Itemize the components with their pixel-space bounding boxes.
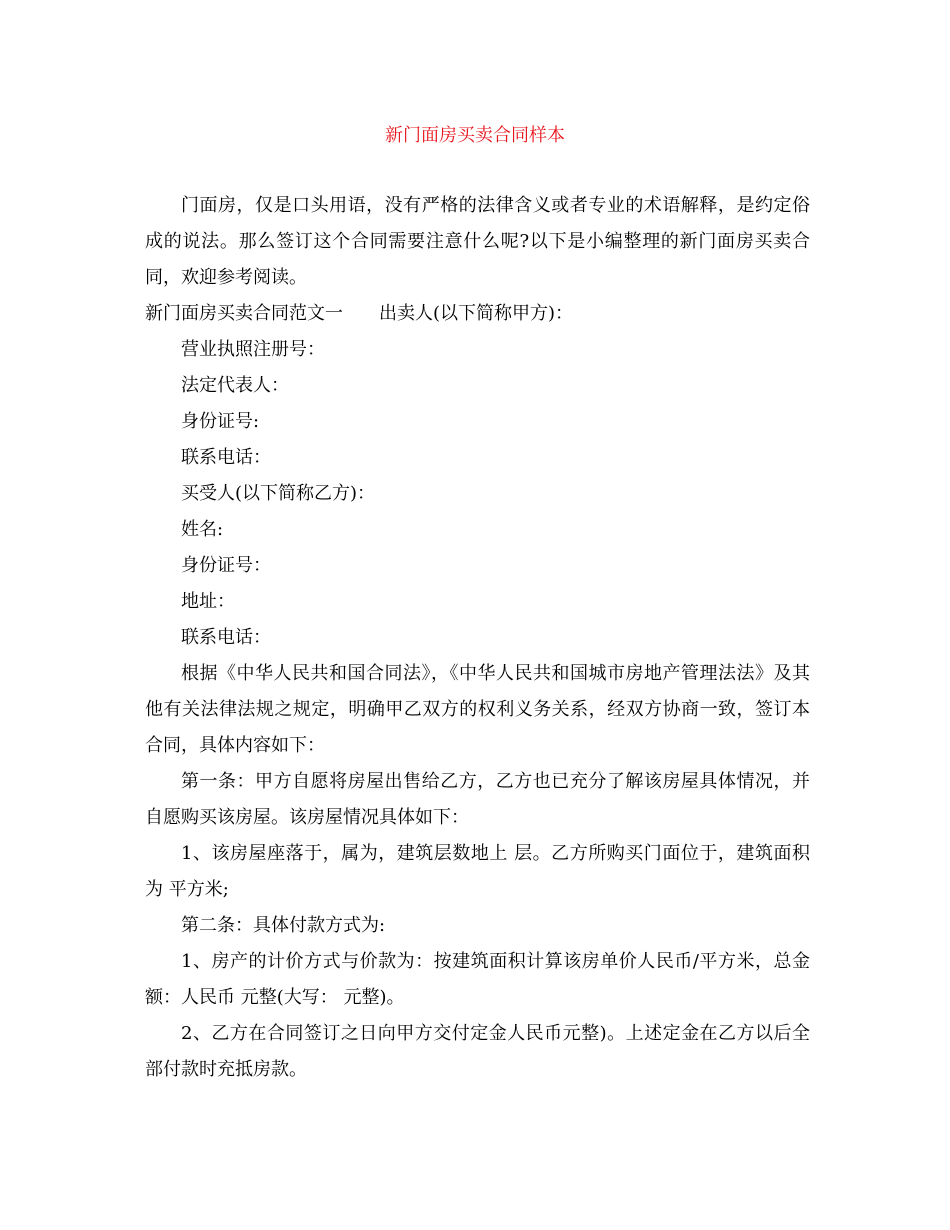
document-body	[145, 188, 810, 1088]
seller-field-representative: 法定代表人：	[181, 375, 289, 396]
basis-paragraph: 根据《中华人民共和国合同法》，《中华人民共和国城市房地产管理法法》及其他有关法律法规之规定，明确甲乙双方的权利义务关系，经双方协商一致，签订本合同，具体内容如下：	[145, 663, 810, 756]
article-2: 第二条：具体付款方式为:	[181, 915, 386, 936]
article-2-item-2: 2、乙方在合同签订之日向甲方交付定金人民币元整)。上述定金在乙方以后全部付款时充抵房款。	[145, 1023, 810, 1080]
buyer-field-id: 身份证号：	[181, 555, 271, 576]
seller-heading: 出卖人(以下简称甲方)：	[379, 303, 574, 324]
intro-paragraph: 门面房，仅是口头用语，没有严格的法律含义或者专业的术语解释，是约定俗成的说法。那么签订这个合同需要注意什么呢?以下是小编整理的新门面房买卖合同，欢迎参考阅读。	[145, 195, 810, 288]
buyer-field-phone: 联系电话：	[181, 627, 271, 648]
seller-field-phone: 联系电话：	[181, 447, 271, 468]
sample-heading-line	[145, 296, 810, 332]
seller-field-license: 营业执照注册号：	[181, 339, 325, 360]
article-2-item-1: 1、房产的计价方式与价款为：按建筑面积计算该房单价人民币/平方米，总金额：人民币 元整(大写： 元整)。	[145, 951, 810, 1008]
article-1: 第一条：甲方自愿将房屋出售给乙方，乙方也已充分了解该房屋具体情况，并自愿购买该房屋。该房屋情况具体如下：	[145, 771, 810, 828]
sample-heading: 新门面房买卖合同范文一	[145, 303, 343, 324]
document-title: 新门面房买卖合同样本	[385, 125, 565, 146]
buyer-heading: 买受人(以下简称乙方)：	[181, 483, 376, 504]
buyer-field-address: 地址：	[181, 591, 235, 612]
seller-field-id: 身份证号:	[181, 411, 260, 432]
article-1-item-1: 1、该房屋座落于，属为，建筑层数地上 层。乙方所购买门面位于，建筑面积为 平方米;	[145, 843, 810, 900]
buyer-field-name: 姓名:	[181, 519, 224, 540]
